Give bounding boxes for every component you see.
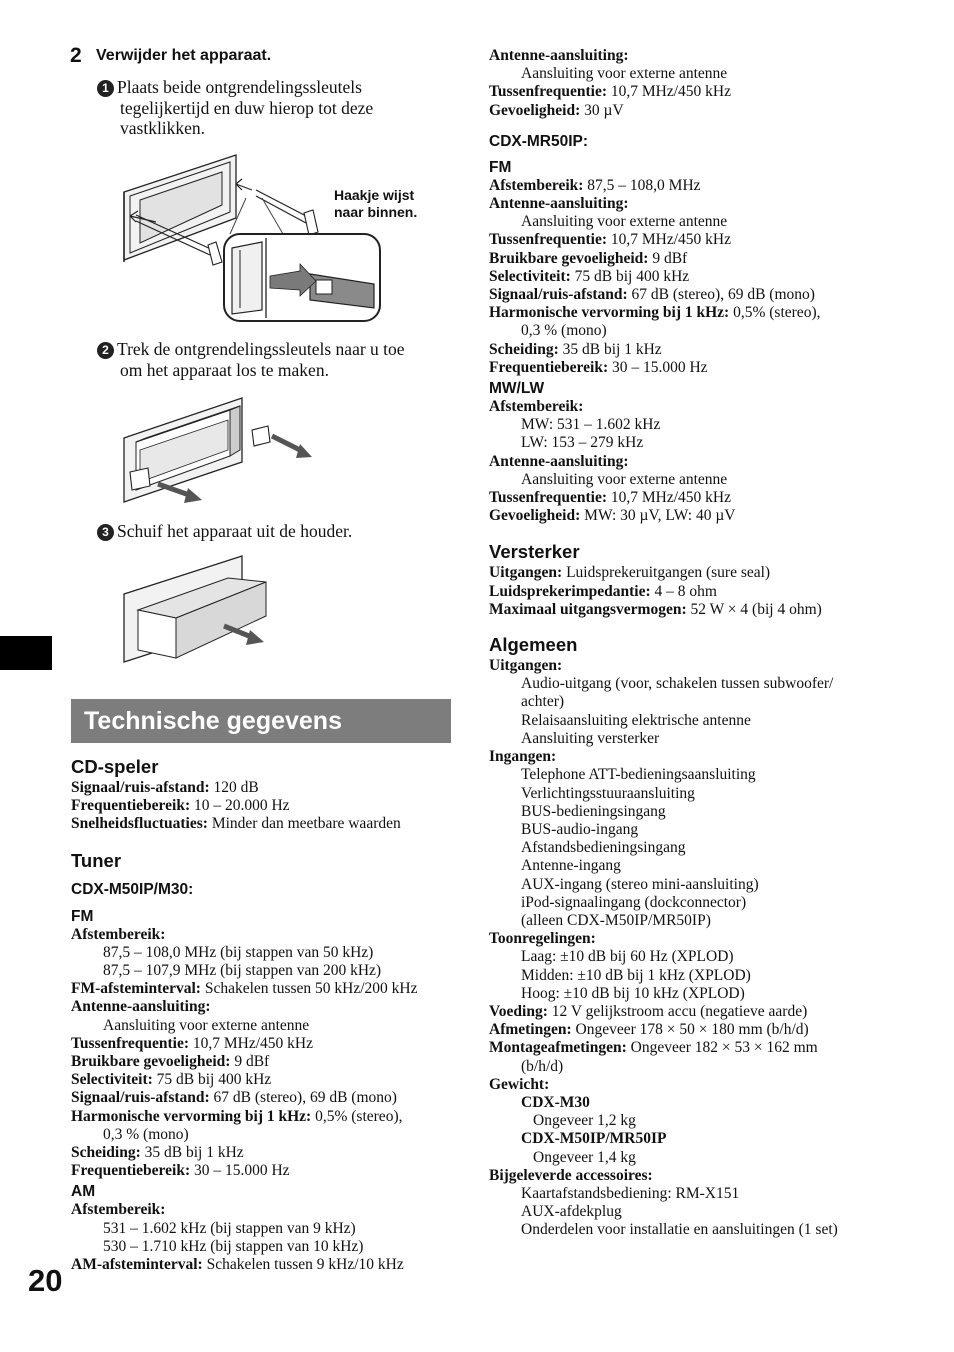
spec-line (489, 341, 909, 359)
spec-value: 67 dB (stereo), 69 dB (mono) (209, 1089, 397, 1107)
spec-line (489, 47, 909, 65)
figure-caption (334, 187, 417, 221)
spec-label: Gevoeligheid: (489, 101, 581, 119)
spec-line (489, 985, 909, 1003)
spec-label: Tussenfrequentie: (489, 489, 607, 507)
spec-value: achter) (521, 693, 565, 711)
spec-label: Afstembereik: (71, 925, 166, 943)
spec-label: Uitgangen: (489, 564, 563, 582)
spec-line (489, 471, 909, 489)
spec-line (71, 815, 461, 833)
spec-label: Harmonische vervorming bij 1 kHz: (71, 1107, 312, 1125)
spec-value: 35 dB bij 1 kHz (558, 340, 662, 358)
spec-label: Toonregelingen: (489, 930, 596, 948)
spec-value: 120 dB (209, 779, 259, 796)
substep-3-marker: 3 (97, 524, 114, 541)
fm-specs-mr50ip (489, 177, 909, 377)
spec-line (489, 564, 909, 582)
spec-line (489, 507, 909, 525)
spec-line (71, 1162, 461, 1180)
spec-value: 0,5% (stereo), (311, 1107, 403, 1125)
spec-label: Luidsprekerimpedantie: (489, 582, 651, 600)
spec-label: Afstembereik: (489, 398, 584, 416)
substep-3 (97, 521, 442, 542)
spec-line (489, 1112, 909, 1130)
spec-label: Montageafmetingen: (489, 1039, 627, 1057)
spec-value: Aansluiting versterker (521, 729, 660, 747)
spec-label: Ingangen: (489, 748, 557, 766)
spec-line (71, 1017, 461, 1035)
spec-value: Kaartafstandsbediening: RM-X151 (521, 1184, 740, 1202)
spec-line (489, 1130, 909, 1148)
spec-line (489, 83, 909, 101)
spec-value: 10,7 MHz/450 kHz (189, 1034, 313, 1052)
fm-specs (71, 926, 461, 1181)
spec-line (489, 967, 909, 985)
heading-cd-player: CD-speler (71, 756, 159, 777)
heading-model-mr50ip: CDX-MR50IP: (489, 132, 589, 150)
spec-value: (b/h/d) (521, 1057, 564, 1075)
step-title: Verwijder het apparaat. (96, 47, 272, 64)
spec-line (489, 876, 909, 894)
spec-value: Schakelen tussen 50 kHz/200 kHz (200, 980, 418, 998)
spec-line (71, 980, 461, 998)
spec-line (489, 250, 909, 268)
spec-label: Signaal/ruis-afstand: (71, 1089, 210, 1107)
spec-label: Snelheidsfluctuaties: (71, 815, 208, 833)
spec-value: MW: 531 – 1.602 kHz (521, 416, 661, 434)
spec-label: Afstembereik: (71, 1201, 166, 1219)
substep-1 (97, 77, 442, 139)
spec-value: Telephone ATT-bedieningsaansluiting (521, 766, 756, 784)
spec-line (489, 286, 909, 304)
spec-line (71, 998, 461, 1016)
spec-value: Onderdelen voor installatie en aansluitingen (1 set) (521, 1221, 838, 1239)
substep-3-text: Schuif het apparaat uit de houder. (117, 521, 353, 541)
spec-line (489, 785, 909, 803)
spec-line (489, 65, 909, 83)
spec-value: 75 dB bij 400 kHz (152, 1071, 272, 1089)
spec-label: Selectiviteit: (71, 1071, 153, 1089)
substep-2-line-1: Trek de ontgrendelingssleutels naar u toe (117, 339, 405, 359)
figure-slide-out (118, 552, 268, 667)
spec-value: 75 dB bij 400 kHz (570, 267, 690, 285)
substep-1-marker: 1 (97, 80, 114, 97)
spec-label: Antenne-aansluiting: (489, 47, 629, 64)
spec-value: 52 W × 4 (bij 4 ohm) (686, 600, 822, 618)
substep-2 (97, 339, 442, 380)
spec-line (71, 1035, 461, 1053)
spec-value: Aansluiting voor externe antenne (521, 65, 728, 83)
spec-value: Ongeveer 1,4 kg (533, 1148, 636, 1166)
spec-label: Tussenfrequentie: (489, 83, 607, 101)
spec-value: 87,5 – 108,0 MHz (583, 176, 701, 194)
spec-value: 9 dBf (230, 1053, 270, 1071)
spec-value: Relaisaansluiting elektrische antenne (521, 711, 751, 729)
spec-value: BUS-audio-ingang (521, 820, 639, 838)
spec-line (489, 322, 909, 340)
spec-line (71, 1071, 461, 1089)
spec-line (489, 675, 909, 693)
spec-line (71, 1089, 461, 1107)
cd-specs (71, 779, 461, 834)
mw-lw-specs (489, 398, 909, 525)
heading-mw-lw: MW/LW (489, 380, 545, 398)
spec-value: 30 – 15.000 Hz (190, 1162, 290, 1180)
substep-1-line-1: Plaats beide ontgrendelingssleutels (117, 77, 362, 97)
spec-label: Tussenfrequentie: (71, 1034, 189, 1052)
spec-line (489, 1039, 909, 1057)
spec-value: 30 µV (580, 101, 624, 119)
spec-label: Antenne-aansluiting: (489, 195, 629, 213)
spec-label: CDX-M30 (521, 1093, 590, 1111)
spec-value: 12 V gelijkstroom accu (negatieve aarde) (547, 1002, 808, 1020)
spec-line (71, 1238, 461, 1256)
section-title: Technische gegevens (71, 699, 451, 743)
left-column (71, 756, 461, 1274)
spec-line (489, 231, 909, 249)
spec-value: Aansluiting voor externe antenne (103, 1016, 310, 1034)
spec-label: Scheiding: (489, 340, 559, 358)
spec-value: 67 dB (stereo), 69 dB (mono) (627, 286, 815, 304)
spec-line (489, 803, 909, 821)
spec-line (489, 948, 909, 966)
spec-line (489, 930, 909, 948)
heading-amplifier: Versterker (489, 541, 580, 563)
spec-value: Hoog: ±10 dB bij 10 kHz (XPLOD) (521, 984, 745, 1002)
spec-value: iPod-signaalingang (dockconnector) (521, 893, 747, 911)
spec-line (489, 398, 909, 416)
spec-line (71, 944, 461, 962)
spec-value: AUX-afdekplug (521, 1203, 622, 1221)
spec-line (489, 416, 909, 434)
spec-line (71, 779, 461, 797)
spec-value: BUS-bedieningsingang (521, 802, 666, 820)
substep-1-line-3: vastklikken. (120, 118, 206, 138)
spec-label: Bruikbare gevoeligheid: (71, 1053, 231, 1071)
heading-model-m50ip-m30: CDX-M50IP/M30: (71, 880, 194, 898)
spec-label: Tussenfrequentie: (489, 231, 607, 249)
spec-label: Frequentiebereik: (71, 1162, 191, 1180)
spec-line (489, 1185, 909, 1203)
spec-value: Ongeveer 182 × 53 × 162 mm (626, 1039, 818, 1057)
page-number: 20 (28, 1263, 63, 1298)
spec-value: 10,7 MHz/450 kHz (607, 231, 731, 249)
spec-label: Frequentiebereik: (71, 797, 191, 815)
section-tab-marker (0, 636, 52, 670)
spec-line (489, 213, 909, 231)
spec-line (71, 797, 461, 815)
figure-pull-keys (118, 390, 318, 508)
heading-tuner: Tuner (71, 849, 122, 871)
spec-line (489, 766, 909, 784)
spec-value: 10,7 MHz/450 kHz (607, 83, 731, 101)
heading-fm-mr50ip: FM (489, 158, 512, 176)
spec-line (71, 1126, 461, 1144)
right-column (489, 47, 909, 1240)
spec-value: 9 dBf (648, 249, 688, 267)
spec-line (489, 359, 909, 377)
spec-value: MW: 30 µV, LW: 40 µV (580, 507, 736, 525)
spec-value: 531 – 1.602 kHz (bij stappen van 9 kHz) (103, 1219, 356, 1237)
spec-label: Bijgeleverde accessoires: (489, 1166, 653, 1184)
spec-value: Laag: ±10 dB bij 60 Hz (XPLOD) (521, 948, 734, 966)
spec-line (489, 601, 909, 619)
spec-line (489, 1221, 909, 1239)
spec-line (489, 489, 909, 507)
spec-line (489, 1167, 909, 1185)
spec-line (489, 1203, 909, 1221)
spec-value: 0,3 % (mono) (521, 322, 607, 340)
spec-label: Bruikbare gevoeligheid: (489, 249, 649, 267)
step-number: 2 (70, 44, 82, 67)
spec-value: Ongeveer 178 × 50 × 180 mm (b/h/d) (571, 1021, 809, 1039)
spec-value: Minder dan meetbare waarden (207, 815, 401, 833)
spec-line (489, 1149, 909, 1167)
spec-line (71, 962, 461, 980)
spec-value: Midden: ±10 dB bij 1 kHz (XPLOD) (521, 966, 751, 984)
spec-line (489, 857, 909, 875)
spec-line (489, 839, 909, 857)
spec-line (489, 177, 909, 195)
spec-label: CDX-M50IP/MR50IP (521, 1130, 667, 1148)
spec-value: 10,7 MHz/450 kHz (607, 489, 731, 507)
spec-label: Maximaal uitgangsvermogen: (489, 600, 687, 618)
spec-line (489, 434, 909, 452)
spec-line (489, 821, 909, 839)
spec-line (489, 894, 909, 912)
spec-line (489, 1021, 909, 1039)
spec-value: AUX-ingang (stereo mini-aansluiting) (521, 875, 759, 893)
figure-caption-line-2: naar binnen. (334, 204, 418, 220)
spec-line (489, 912, 909, 930)
spec-line (489, 748, 909, 766)
spec-line (489, 1094, 909, 1112)
general-specs (489, 657, 909, 1240)
spec-label: Afmetingen: (489, 1021, 572, 1039)
spec-value: Antenne-ingang (521, 857, 621, 875)
spec-value: Afstandsbedieningsingang (521, 839, 686, 857)
spec-value: 30 – 15.000 Hz (608, 358, 708, 376)
spec-line (489, 268, 909, 286)
spec-label: Antenne-aansluiting: (71, 998, 211, 1016)
spec-label: Harmonische vervorming bij 1 kHz: (489, 304, 730, 322)
spec-label: FM-afsteminterval: (71, 980, 201, 998)
spec-label: Voeding: (489, 1002, 548, 1020)
spec-line (71, 1256, 461, 1274)
spec-label: Gevoeligheid: (489, 507, 581, 525)
spec-label: Signaal/ruis-afstand: (71, 779, 210, 796)
amplifier-specs (489, 564, 909, 619)
spec-label: AM-afsteminterval: (71, 1256, 203, 1274)
spec-line (489, 712, 909, 730)
spec-line (489, 304, 909, 322)
spec-line (71, 1201, 461, 1219)
heading-fm: FM (71, 907, 94, 925)
figure-caption-line-1: Haakje wijst (334, 187, 415, 203)
spec-line (71, 1144, 461, 1162)
spec-value: 4 – 8 ohm (650, 582, 717, 600)
spec-line (71, 1053, 461, 1071)
spec-label: Antenne-aansluiting: (489, 452, 629, 470)
spec-line (71, 926, 461, 944)
spec-value: Schakelen tussen 9 kHz/10 kHz (202, 1256, 404, 1274)
spec-value: 35 dB bij 1 kHz (140, 1144, 244, 1162)
spec-value: 10 – 20.000 Hz (190, 797, 290, 815)
substep-2-line-2: om het apparaat los te maken. (120, 359, 329, 380)
spec-line (489, 730, 909, 748)
substep-1-line-2: tegelijkertijd en duw hierop tot deze (120, 97, 374, 118)
spec-value: 87,5 – 107,9 MHz (bij stappen van 200 kHz) (103, 962, 382, 980)
spec-line (489, 1076, 909, 1094)
spec-line (489, 693, 909, 711)
spec-label: Scheiding: (71, 1144, 141, 1162)
spec-value: Audio-uitgang (voor, schakelen tussen subwoofer/ (521, 675, 834, 693)
spec-value: Ongeveer 1,2 kg (533, 1112, 636, 1130)
spec-value: 0,3 % (mono) (103, 1125, 189, 1143)
spec-value: Aansluiting voor externe antenne (521, 470, 728, 488)
spec-line (71, 1220, 461, 1238)
spec-value: Verlichtingsstuuraansluiting (521, 784, 695, 802)
spec-line (489, 453, 909, 471)
spec-line (489, 195, 909, 213)
am-specs-continued (489, 47, 909, 120)
spec-value: Luidsprekeruitgangen (sure seal) (562, 564, 771, 582)
figure-release-keys-insert (118, 150, 388, 325)
spec-value: (alleen CDX-M50IP/MR50IP) (521, 911, 711, 929)
spec-line (489, 657, 909, 675)
spec-label: Gewicht: (489, 1075, 550, 1093)
spec-label: Uitgangen: (489, 657, 563, 675)
spec-label: Frequentiebereik: (489, 358, 609, 376)
spec-line (489, 102, 909, 120)
heading-general: Algemeen (489, 634, 578, 656)
spec-value: LW: 153 – 279 kHz (521, 434, 644, 452)
spec-line (489, 583, 909, 601)
spec-value: 0,5% (stereo), (729, 304, 821, 322)
spec-value: 87,5 – 108,0 MHz (bij stappen van 50 kHz) (103, 943, 374, 961)
spec-line (489, 1058, 909, 1076)
spec-line (71, 1108, 461, 1126)
am-specs (71, 1201, 461, 1274)
spec-label: Afstembereik: (489, 176, 584, 194)
spec-label: Selectiviteit: (489, 267, 571, 285)
spec-value: Aansluiting voor externe antenne (521, 213, 728, 231)
substep-2-marker: 2 (97, 342, 114, 359)
spec-line (489, 1003, 909, 1021)
spec-label: Signaal/ruis-afstand: (489, 286, 628, 304)
spec-value: 530 – 1.710 kHz (bij stappen van 10 kHz) (103, 1237, 364, 1255)
heading-am: AM (71, 1183, 96, 1201)
